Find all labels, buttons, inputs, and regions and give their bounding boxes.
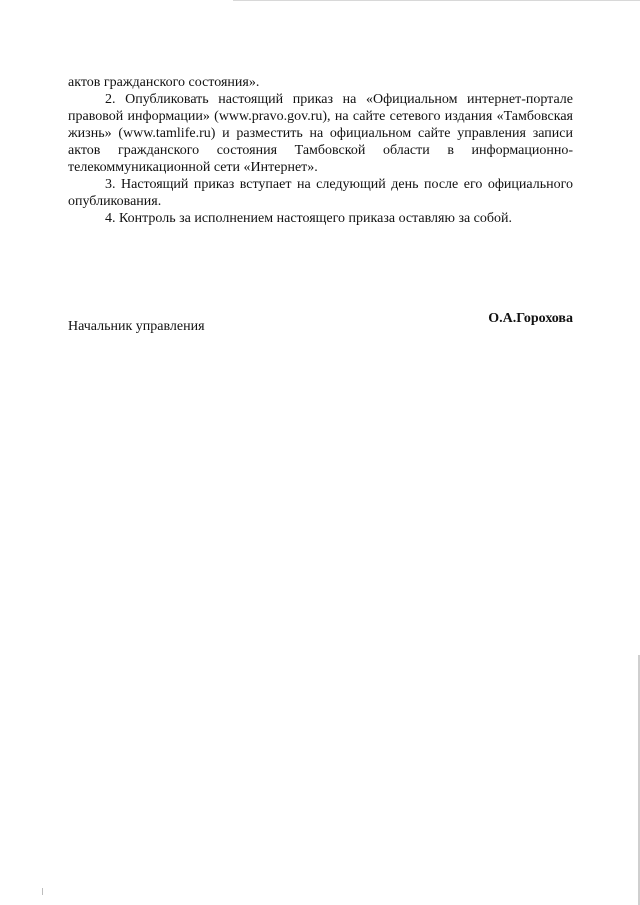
scan-speck — [42, 888, 43, 895]
paragraph-3-effective-date: 3. Настоящий приказ вступает на следующий день после его официального опубликования. — [68, 177, 573, 209]
paragraph-2-publication: 2. Опубликовать настоящий приказ на «Официальном интернет-портале правовой информации» (www.pravo.gov.ru), на сайте сетевого издания «Тамбовская жизнь» (www.tamlife.ru) и разместить на официальном сайте управления записи актов гражданского состояния Тамбовской области в информационно-телекоммуникационной сети «Интернет». — [68, 92, 573, 175]
scan-edge-top — [233, 0, 640, 1]
order-body-text — [68, 74, 573, 227]
paragraph-4-control: 4. Контроль за исполнением настоящего приказа оставляю за собой. — [105, 211, 513, 226]
signatory-title: Начальник управления — [68, 319, 205, 334]
signatory-name: О.А.Горохова — [488, 311, 573, 326]
paragraph-continuation: актов гражданского состояния». — [68, 75, 260, 90]
